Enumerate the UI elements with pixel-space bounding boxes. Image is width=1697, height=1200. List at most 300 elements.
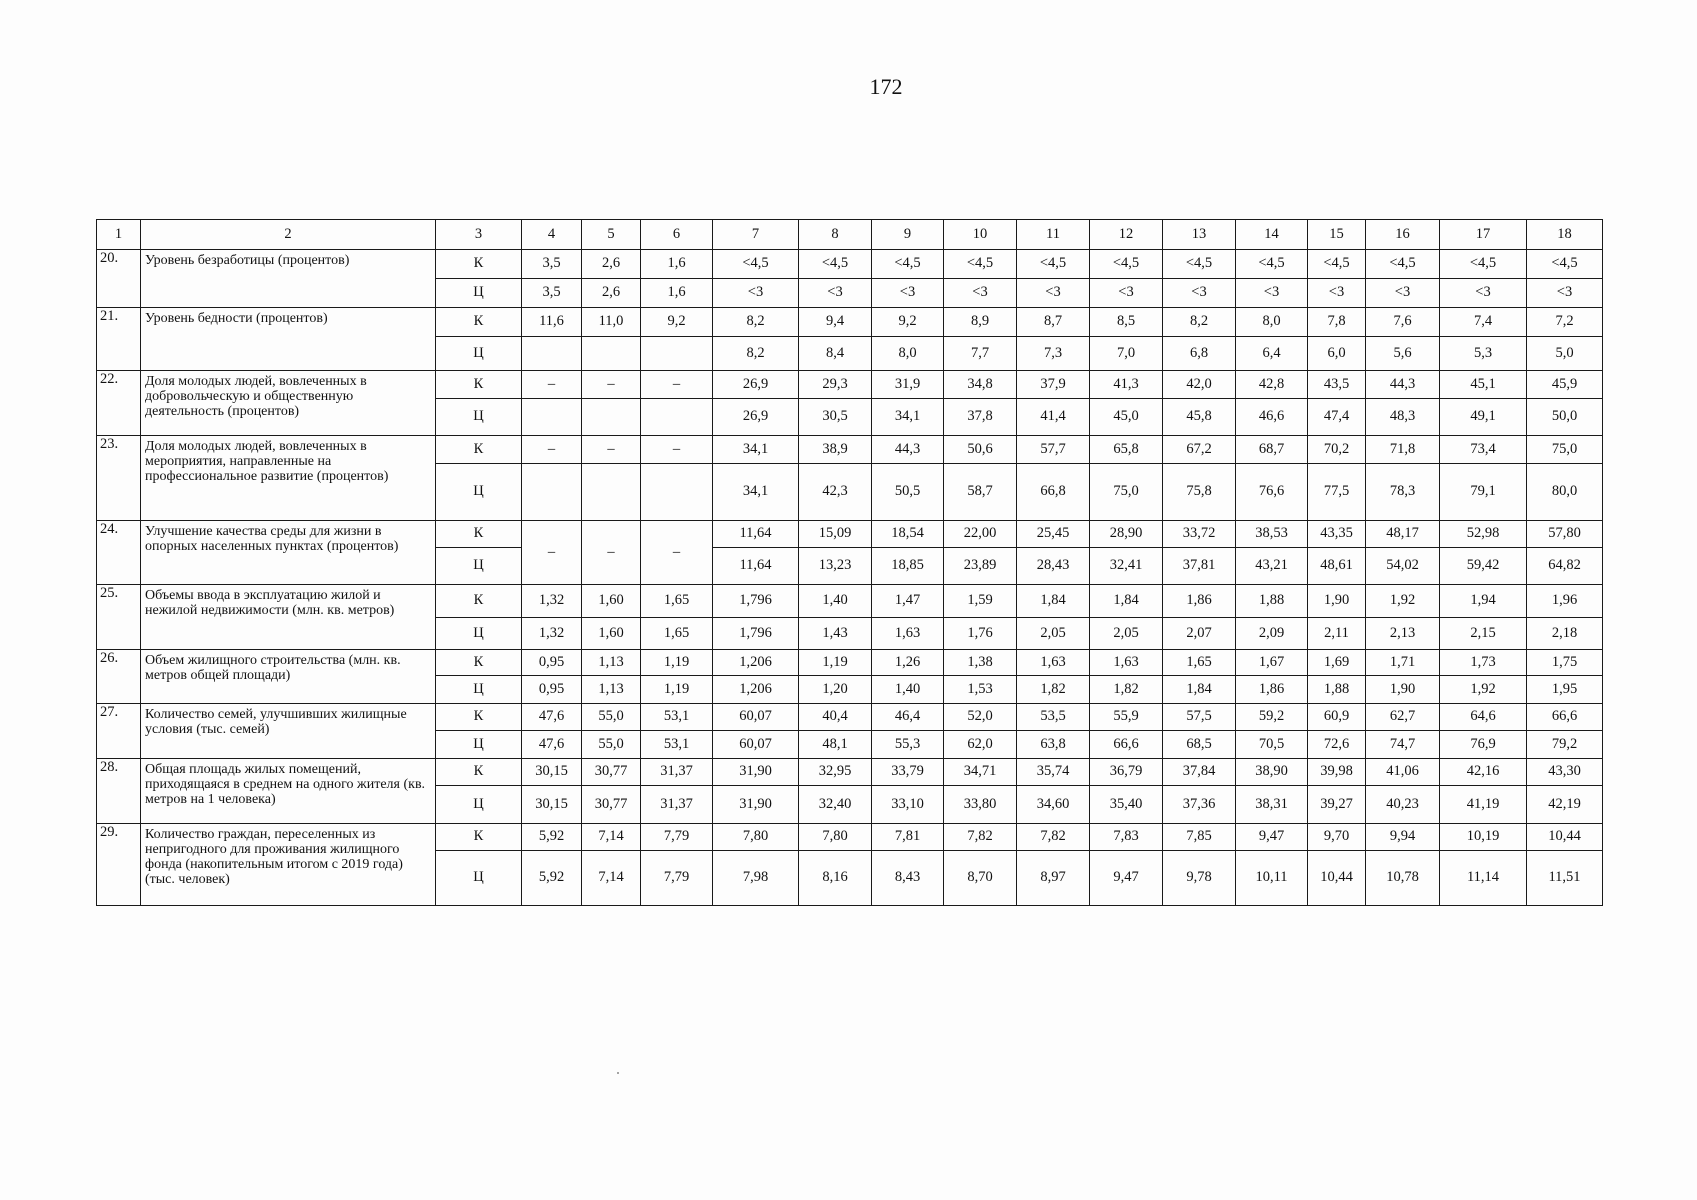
value-cell: 39,98	[1308, 759, 1366, 786]
value-cell: 2,13	[1366, 618, 1440, 650]
value-cell: 1,26	[872, 650, 944, 676]
row-number: 21.	[97, 308, 141, 371]
type-label-k: К	[436, 521, 522, 548]
value-cell: 66,8	[1017, 464, 1090, 521]
type-label-c: Ц	[436, 399, 522, 436]
value-cell: 10,11	[1236, 851, 1308, 906]
value-cell: 34,8	[944, 371, 1017, 399]
value-cell: <3	[1236, 279, 1308, 308]
row-number: 26.	[97, 650, 141, 704]
value-cell: 7,14	[582, 851, 641, 906]
value-cell: 9,94	[1366, 824, 1440, 851]
value-cell: 58,7	[944, 464, 1017, 521]
value-cell: 1,65	[641, 585, 713, 618]
value-cell: 30,15	[522, 786, 582, 824]
value-cell: 30,5	[799, 399, 872, 436]
table-row	[97, 650, 1603, 676]
value-cell: 47,6	[522, 704, 582, 731]
value-cell: 7,85	[1163, 824, 1236, 851]
value-cell: 5,0	[1527, 337, 1603, 371]
value-cell: 7,82	[944, 824, 1017, 851]
value-cell: 43,30	[1527, 759, 1603, 786]
type-label-c: Ц	[436, 731, 522, 759]
table-row	[97, 308, 1603, 337]
value-cell: 1,38	[944, 650, 1017, 676]
value-cell: –	[582, 371, 641, 399]
type-label-k: К	[436, 371, 522, 399]
page-number: 172	[869, 74, 903, 99]
value-cell: 45,9	[1527, 371, 1603, 399]
table-row	[97, 585, 1603, 618]
value-cell: 31,90	[713, 786, 799, 824]
table-row	[97, 371, 1603, 399]
type-label-c: Ц	[436, 851, 522, 906]
value-cell: 1,63	[872, 618, 944, 650]
value-cell	[641, 399, 713, 436]
value-cell: 1,6	[641, 279, 713, 308]
value-cell: 41,4	[1017, 399, 1090, 436]
value-cell: 53,5	[1017, 704, 1090, 731]
value-cell: 3,5	[522, 279, 582, 308]
header-cell: 14	[1236, 220, 1308, 250]
value-cell: 10,44	[1308, 851, 1366, 906]
value-cell: 7,79	[641, 851, 713, 906]
value-cell: 8,0	[872, 337, 944, 371]
value-cell: 1,796	[713, 585, 799, 618]
value-cell: 53,1	[641, 731, 713, 759]
value-cell: <4,5	[1366, 250, 1440, 279]
value-cell: 5,3	[1440, 337, 1527, 371]
indicator-name: Объем жилищного строительства (млн. кв. метров общей площади)	[141, 650, 436, 704]
value-cell: 53,1	[641, 704, 713, 731]
header-cell: 3	[436, 220, 522, 250]
value-cell: 71,8	[1366, 436, 1440, 464]
value-cell: 68,7	[1236, 436, 1308, 464]
value-cell: 25,45	[1017, 521, 1090, 548]
value-cell: 79,1	[1440, 464, 1527, 521]
type-label-k: К	[436, 759, 522, 786]
value-cell: <3	[872, 279, 944, 308]
scan-speck	[617, 1072, 619, 1074]
value-cell: 41,19	[1440, 786, 1527, 824]
value-cell	[641, 464, 713, 521]
value-cell: 7,6	[1366, 308, 1440, 337]
value-cell: 29,3	[799, 371, 872, 399]
value-cell: 30,77	[582, 759, 641, 786]
value-cell: <3	[944, 279, 1017, 308]
merged-dash-cell: –	[582, 521, 641, 585]
value-cell: 11,64	[713, 521, 799, 548]
type-label-k: К	[436, 824, 522, 851]
value-cell: 1,32	[522, 618, 582, 650]
header-cell: 5	[582, 220, 641, 250]
value-cell: 34,1	[713, 436, 799, 464]
value-cell: 40,23	[1366, 786, 1440, 824]
value-cell: 1,67	[1236, 650, 1308, 676]
value-cell: 80,0	[1527, 464, 1603, 521]
type-label-k: К	[436, 704, 522, 731]
value-cell: <4,5	[944, 250, 1017, 279]
value-cell: 57,5	[1163, 704, 1236, 731]
value-cell: 9,2	[872, 308, 944, 337]
header-cell: 2	[141, 220, 436, 250]
value-cell: 28,90	[1090, 521, 1163, 548]
value-cell: 47,6	[522, 731, 582, 759]
value-cell: 1,84	[1017, 585, 1090, 618]
value-cell: 1,90	[1308, 585, 1366, 618]
value-cell: 48,3	[1366, 399, 1440, 436]
value-cell: 10,44	[1527, 824, 1603, 851]
value-cell: 1,82	[1017, 676, 1090, 704]
value-cell: 11,64	[713, 548, 799, 585]
value-cell: <3	[1090, 279, 1163, 308]
value-cell: 62,7	[1366, 704, 1440, 731]
header-cell: 6	[641, 220, 713, 250]
value-cell: 1,86	[1163, 585, 1236, 618]
row-number: 20.	[97, 250, 141, 308]
value-cell: 30,15	[522, 759, 582, 786]
value-cell: 42,3	[799, 464, 872, 521]
value-cell: 50,6	[944, 436, 1017, 464]
value-cell: 1,90	[1366, 676, 1440, 704]
header-row	[97, 220, 1603, 250]
value-cell: 9,4	[799, 308, 872, 337]
value-cell: 62,0	[944, 731, 1017, 759]
value-cell: 48,17	[1366, 521, 1440, 548]
value-cell: 46,6	[1236, 399, 1308, 436]
value-cell: 8,2	[713, 337, 799, 371]
value-cell: 1,53	[944, 676, 1017, 704]
value-cell: <3	[1017, 279, 1090, 308]
row-number: 23.	[97, 436, 141, 521]
value-cell: <4,5	[872, 250, 944, 279]
value-cell: 37,9	[1017, 371, 1090, 399]
value-cell: 7,79	[641, 824, 713, 851]
value-cell: 35,40	[1090, 786, 1163, 824]
value-cell: 70,5	[1236, 731, 1308, 759]
type-label-k: К	[436, 308, 522, 337]
value-cell: 1,86	[1236, 676, 1308, 704]
value-cell: 32,41	[1090, 548, 1163, 585]
table-row	[97, 521, 1603, 548]
value-cell: 60,07	[713, 731, 799, 759]
header-cell: 13	[1163, 220, 1236, 250]
value-cell: 52,0	[944, 704, 1017, 731]
value-cell: 10,19	[1440, 824, 1527, 851]
value-cell: 26,9	[713, 399, 799, 436]
value-cell: –	[522, 371, 582, 399]
value-cell: <4,5	[1527, 250, 1603, 279]
value-cell: <3	[1308, 279, 1366, 308]
value-cell: 76,9	[1440, 731, 1527, 759]
value-cell: 48,1	[799, 731, 872, 759]
value-cell: 8,0	[1236, 308, 1308, 337]
value-cell: 2,6	[582, 250, 641, 279]
value-cell: 1,32	[522, 585, 582, 618]
value-cell: 7,81	[872, 824, 944, 851]
value-cell: 8,70	[944, 851, 1017, 906]
value-cell: 46,4	[872, 704, 944, 731]
value-cell: 2,6	[582, 279, 641, 308]
value-cell: 15,09	[799, 521, 872, 548]
value-cell: 7,7	[944, 337, 1017, 371]
value-cell: 7,0	[1090, 337, 1163, 371]
value-cell	[582, 399, 641, 436]
type-label-c: Ц	[436, 548, 522, 585]
header-cell: 7	[713, 220, 799, 250]
value-cell: 55,0	[582, 731, 641, 759]
indicator-name: Доля молодых людей, вовлеченных в добровольческую и общественную деятельность (процентов)	[141, 371, 436, 436]
value-cell: 1,71	[1366, 650, 1440, 676]
value-cell: 0,95	[522, 650, 582, 676]
value-cell: 1,82	[1090, 676, 1163, 704]
value-cell: 75,8	[1163, 464, 1236, 521]
value-cell: 9,78	[1163, 851, 1236, 906]
value-cell: 65,8	[1090, 436, 1163, 464]
value-cell: 59,42	[1440, 548, 1527, 585]
indicator-name: Количество граждан, переселенных из непригодного для проживания жилищного фонда (накопительным итогом с 2019 года) (тыс. человек)	[141, 824, 436, 906]
value-cell: 57,7	[1017, 436, 1090, 464]
value-cell: 63,8	[1017, 731, 1090, 759]
value-cell: 34,1	[713, 464, 799, 521]
value-cell: 42,8	[1236, 371, 1308, 399]
value-cell: 36,79	[1090, 759, 1163, 786]
value-cell: 37,84	[1163, 759, 1236, 786]
value-cell: <4,5	[1308, 250, 1366, 279]
value-cell: 7,80	[713, 824, 799, 851]
row-number: 29.	[97, 824, 141, 906]
type-label-c: Ц	[436, 676, 522, 704]
indicator-name: Улучшение качества среды для жизни в опорных населенных пунктах (процентов)	[141, 521, 436, 585]
type-label-k: К	[436, 436, 522, 464]
row-number: 24.	[97, 521, 141, 585]
indicator-name: Объемы ввода в эксплуатацию жилой и нежилой недвижимости (млн. кв. метров)	[141, 585, 436, 650]
value-cell: 42,0	[1163, 371, 1236, 399]
value-cell: 1,94	[1440, 585, 1527, 618]
value-cell: 43,35	[1308, 521, 1366, 548]
value-cell: 3,5	[522, 250, 582, 279]
value-cell: 1,206	[713, 676, 799, 704]
value-cell: 8,7	[1017, 308, 1090, 337]
value-cell: 1,19	[641, 650, 713, 676]
value-cell: 1,19	[799, 650, 872, 676]
value-cell: 1,59	[944, 585, 1017, 618]
value-cell: 55,9	[1090, 704, 1163, 731]
value-cell: 35,74	[1017, 759, 1090, 786]
table-row	[97, 704, 1603, 731]
value-cell: <4,5	[1090, 250, 1163, 279]
value-cell: 66,6	[1090, 731, 1163, 759]
value-cell: 38,90	[1236, 759, 1308, 786]
value-cell: 33,10	[872, 786, 944, 824]
value-cell: 42,19	[1527, 786, 1603, 824]
value-cell: 9,70	[1308, 824, 1366, 851]
value-cell: 8,2	[1163, 308, 1236, 337]
header-cell: 16	[1366, 220, 1440, 250]
value-cell: 49,1	[1440, 399, 1527, 436]
value-cell: 1,43	[799, 618, 872, 650]
value-cell: 64,6	[1440, 704, 1527, 731]
value-cell: 32,40	[799, 786, 872, 824]
value-cell: 2,05	[1017, 618, 1090, 650]
value-cell: 7,4	[1440, 308, 1527, 337]
value-cell: 8,2	[713, 308, 799, 337]
value-cell: 7,2	[1527, 308, 1603, 337]
type-label-c: Ц	[436, 464, 522, 521]
value-cell: 0,95	[522, 676, 582, 704]
value-cell: 1,13	[582, 650, 641, 676]
value-cell: <3	[799, 279, 872, 308]
type-label-k: К	[436, 585, 522, 618]
value-cell: 37,36	[1163, 786, 1236, 824]
header-cell: 18	[1527, 220, 1603, 250]
value-cell: 38,31	[1236, 786, 1308, 824]
value-cell: 5,6	[1366, 337, 1440, 371]
value-cell: 79,2	[1527, 731, 1603, 759]
row-number: 28.	[97, 759, 141, 824]
value-cell: <3	[713, 279, 799, 308]
value-cell: 1,13	[582, 676, 641, 704]
value-cell: 40,4	[799, 704, 872, 731]
row-number: 27.	[97, 704, 141, 759]
value-cell: <4,5	[1236, 250, 1308, 279]
value-cell: 75,0	[1527, 436, 1603, 464]
value-cell: 1,75	[1527, 650, 1603, 676]
value-cell: 77,5	[1308, 464, 1366, 521]
value-cell: 2,11	[1308, 618, 1366, 650]
value-cell: 1,84	[1163, 676, 1236, 704]
value-cell: 73,4	[1440, 436, 1527, 464]
value-cell: 45,1	[1440, 371, 1527, 399]
header-cell: 8	[799, 220, 872, 250]
value-cell: 1,95	[1527, 676, 1603, 704]
value-cell: 1,88	[1236, 585, 1308, 618]
value-cell: 10,78	[1366, 851, 1440, 906]
value-cell: 7,80	[799, 824, 872, 851]
value-cell: 68,5	[1163, 731, 1236, 759]
value-cell: 8,97	[1017, 851, 1090, 906]
table-row	[97, 824, 1603, 851]
value-cell: 7,82	[1017, 824, 1090, 851]
value-cell: 9,47	[1090, 851, 1163, 906]
table-row	[97, 250, 1603, 279]
value-cell: 33,80	[944, 786, 1017, 824]
value-cell: 70,2	[1308, 436, 1366, 464]
value-cell: 41,06	[1366, 759, 1440, 786]
value-cell: 9,2	[641, 308, 713, 337]
value-cell: 7,8	[1308, 308, 1366, 337]
value-cell: 7,83	[1090, 824, 1163, 851]
value-cell	[582, 464, 641, 521]
value-cell: 1,92	[1440, 676, 1527, 704]
value-cell: 11,0	[582, 308, 641, 337]
value-cell: 8,4	[799, 337, 872, 371]
value-cell: 2,18	[1527, 618, 1603, 650]
value-cell: 39,27	[1308, 786, 1366, 824]
value-cell: 2,05	[1090, 618, 1163, 650]
value-cell: 1,6	[641, 250, 713, 279]
value-cell: 38,53	[1236, 521, 1308, 548]
value-cell: 1,63	[1090, 650, 1163, 676]
value-cell: –	[641, 371, 713, 399]
value-cell: <3	[1366, 279, 1440, 308]
row-number: 22.	[97, 371, 141, 436]
value-cell: 1,796	[713, 618, 799, 650]
value-cell	[522, 464, 582, 521]
value-cell: 55,3	[872, 731, 944, 759]
value-cell: <4,5	[1163, 250, 1236, 279]
value-cell: 13,23	[799, 548, 872, 585]
indicator-name: Общая площадь жилых помещений, приходящаяся в среднем на одного жителя (кв. метров на 1 человека)	[141, 759, 436, 824]
value-cell: <4,5	[1017, 250, 1090, 279]
value-cell	[522, 399, 582, 436]
value-cell: 34,1	[872, 399, 944, 436]
value-cell: –	[641, 436, 713, 464]
value-cell: 1,73	[1440, 650, 1527, 676]
type-label-c: Ц	[436, 337, 522, 371]
value-cell: 11,14	[1440, 851, 1527, 906]
value-cell: 52,98	[1440, 521, 1527, 548]
value-cell	[582, 337, 641, 371]
value-cell: 1,60	[582, 585, 641, 618]
value-cell: <3	[1163, 279, 1236, 308]
value-cell: 6,8	[1163, 337, 1236, 371]
header-cell: 15	[1308, 220, 1366, 250]
header-cell: 1	[97, 220, 141, 250]
table-row	[97, 759, 1603, 786]
value-cell: 72,6	[1308, 731, 1366, 759]
value-cell: 8,5	[1090, 308, 1163, 337]
value-cell: 45,0	[1090, 399, 1163, 436]
header-cell: 9	[872, 220, 944, 250]
type-label-c: Ц	[436, 279, 522, 308]
value-cell	[522, 337, 582, 371]
value-cell: 37,8	[944, 399, 1017, 436]
type-label-k: К	[436, 250, 522, 279]
value-cell: <3	[1527, 279, 1603, 308]
value-cell: 59,2	[1236, 704, 1308, 731]
value-cell: 11,6	[522, 308, 582, 337]
value-cell: 42,16	[1440, 759, 1527, 786]
value-cell: –	[522, 436, 582, 464]
value-cell: 2,15	[1440, 618, 1527, 650]
header-cell: 17	[1440, 220, 1527, 250]
value-cell: <4,5	[1440, 250, 1527, 279]
value-cell: 44,3	[1366, 371, 1440, 399]
value-cell: 11,51	[1527, 851, 1603, 906]
value-cell: 1,92	[1366, 585, 1440, 618]
value-cell: 67,2	[1163, 436, 1236, 464]
value-cell: <4,5	[799, 250, 872, 279]
indicators-table	[96, 219, 1603, 906]
value-cell: 7,98	[713, 851, 799, 906]
value-cell: 28,43	[1017, 548, 1090, 585]
value-cell: 43,21	[1236, 548, 1308, 585]
value-cell: 5,92	[522, 851, 582, 906]
value-cell: 43,5	[1308, 371, 1366, 399]
value-cell: 45,8	[1163, 399, 1236, 436]
value-cell: 38,9	[799, 436, 872, 464]
value-cell: 1,65	[1163, 650, 1236, 676]
value-cell: 64,82	[1527, 548, 1603, 585]
indicator-name: Уровень бедности (процентов)	[141, 308, 436, 371]
merged-dash-cell: –	[522, 521, 582, 585]
value-cell: 48,61	[1308, 548, 1366, 585]
type-label-c: Ц	[436, 786, 522, 824]
value-cell: 1,69	[1308, 650, 1366, 676]
value-cell: 60,9	[1308, 704, 1366, 731]
value-cell: 1,96	[1527, 585, 1603, 618]
